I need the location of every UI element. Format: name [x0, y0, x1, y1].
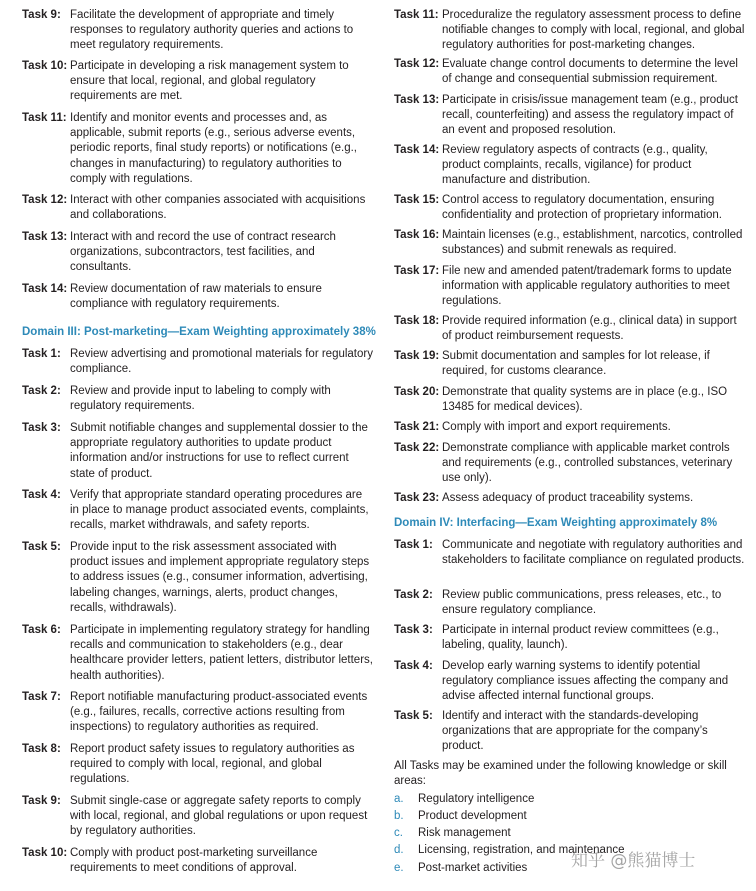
task-item [22, 230, 374, 276]
domain-heading: Domain III: Post-marketing—Exam Weighting approximately 38% [22, 326, 376, 338]
task-item [394, 659, 746, 705]
task-label: Task 8: [22, 743, 61, 755]
task-text: File new and amended patent/trademark forms to update information with applicable regulatory authorities to meet regulations. [442, 265, 732, 308]
task-item [394, 193, 746, 223]
task-text: Review public communications, press releases, etc., to ensure regulatory compliance. [442, 589, 722, 617]
task-item [394, 491, 746, 506]
task-label: Task 10: [22, 60, 68, 72]
task-label: Task 4: [22, 489, 61, 501]
area-text: Post-market activities [418, 862, 528, 874]
task-label: Task 19: [394, 350, 440, 362]
task-item [22, 384, 374, 414]
task-text: Review regulatory aspects of contracts (e.g., quality, product complaints, recalls, vigilance) for product manufacture and distribution. [442, 144, 708, 187]
area-text: Regulatory intelligence [418, 793, 535, 805]
task-label: Task 12: [394, 58, 440, 70]
task-label: Task 7: [22, 691, 61, 703]
area-letter: c. [394, 827, 403, 839]
task-text: Report notifiable manufacturing product-associated events (e.g., failures, recalls, corrective actions resulting from inspections) to regulatory authorities as required. [70, 691, 368, 734]
task-label: Task 9: [22, 795, 61, 807]
task-item [22, 742, 374, 788]
task-text: Review and provide input to labeling to comply with regulatory requirements. [70, 385, 331, 413]
task-item [22, 282, 374, 312]
task-item [394, 57, 746, 87]
area-text: Product development [418, 810, 527, 822]
task-text: Interact with other companies associated with acquisitions and collaborations. [70, 194, 366, 222]
task-text: Participate in internal product review committees (e.g., labeling, quality, launch). [442, 624, 719, 652]
task-label: Task 15: [394, 194, 440, 206]
task-item [22, 846, 374, 876]
task-item [394, 420, 746, 435]
domain-heading: Domain IV: Interfacing—Exam Weighting approximately 8% [394, 517, 718, 529]
task-label: Task 10: [22, 847, 68, 859]
area-letter: a. [394, 793, 404, 805]
task-label: Task 1: [22, 348, 61, 360]
task-item [394, 709, 746, 755]
task-label: Task 3: [22, 422, 61, 434]
task-text: Submit documentation and samples for lot release, if required, for customs clearance. [442, 350, 710, 378]
task-text: Submit notifiable changes and supplemental dossier to the appropriate regulatory authorities to update product information and/or instructions for use to reflect current state of product. [70, 422, 368, 480]
task-text: Participate in crisis/issue management team (e.g., product recall, counterfeiting) and assess the regulatory impact of an event and proposed resolution. [442, 94, 738, 137]
task-text: Submit single-case or aggregate safety reports to comply with local, regional, and global regulations or upon request by regulatory authorities. [70, 795, 368, 838]
task-item [22, 623, 374, 684]
task-item [394, 143, 746, 189]
task-label: Task 23: [394, 492, 440, 504]
task-text: Assess adequacy of product traceability systems. [442, 492, 694, 504]
task-text: Verify that appropriate standard operating procedures are in place to manage product associated events, complaints, recalls, market withdrawals, and safety reports. [70, 489, 369, 532]
task-text: Develop early warning systems to identify potential regulatory compliance issues affecting the company and advise affected internal functional groups. [442, 660, 729, 703]
task-text: Provide input to the risk assessment associated with product issues and implement appropriate regulatory steps to address issues (e.g., consumer information, advertising, labeling changes, warnings, alerts, product changes, recalls, withdrawals). [70, 541, 370, 614]
task-item [394, 441, 746, 487]
watermark: 知乎 @熊猫博士 [571, 851, 696, 871]
task-label: Task 18: [394, 315, 440, 327]
task-item [394, 264, 746, 310]
task-text: Identify and interact with the standards-developing organizations that are appropriate for the company’s product. [442, 710, 708, 753]
task-item [394, 538, 746, 568]
task-item [22, 540, 374, 616]
task-label: Task 5: [22, 541, 61, 553]
task-label: Task 3: [394, 624, 433, 636]
task-item [394, 623, 746, 653]
task-label: Task 11: [22, 112, 67, 124]
task-item [22, 59, 374, 105]
knowledge-area-item [394, 792, 746, 807]
knowledge-area-item [394, 826, 746, 841]
task-label: Task 14: [394, 144, 440, 156]
task-text: Report product safety issues to regulatory authorities as required to comply with local, regional, and global regulations. [70, 743, 355, 786]
task-label: Task 13: [22, 231, 68, 243]
task-label: Task 20: [394, 386, 440, 398]
task-text: Review advertising and promotional materials for regulatory compliance. [70, 348, 373, 376]
task-item [22, 690, 374, 736]
task-label: Task 22: [394, 442, 440, 454]
task-text: Provide required information (e.g., clinical data) in support of product reimbursement requests. [442, 315, 737, 343]
task-text: Demonstrate that quality systems are in place (e.g., ISO 13485 for medical devices). [442, 386, 728, 414]
task-label: Task 17: [394, 265, 440, 277]
knowledge-areas-intro: All Tasks may be examined under the following knowledge or skill areas: [394, 760, 727, 788]
task-text: Identify and monitor events and processes and, as applicable, submit reports (e.g., serious adverse events, periodic reports, final study reports) or notifications (e.g., changes in manufacturing) to regulatory authorities to comply with regulations. [70, 112, 357, 185]
task-text: Maintain licenses (e.g., establishment, narcotics, controlled substances) and submit renewals as required. [442, 229, 743, 257]
area-letter: e. [394, 862, 404, 874]
task-text: Comply with import and export requirements. [442, 421, 671, 433]
task-item [394, 8, 746, 54]
task-text: Comply with product post-marketing surveillance requirements to meet conditions of approval. [70, 847, 318, 875]
task-text: Participate in implementing regulatory strategy for handling recalls and communication to stakeholders (e.g., dear healthcare provider letters, patient letters, distributor letters, health authorities). [70, 624, 373, 682]
task-label: Task 5: [394, 710, 433, 722]
task-text: Proceduralize the regulatory assessment process to define notifiable changes to comply with local, regional, and global regulatory authorities for post-marketing changes. [442, 9, 745, 52]
task-text: Evaluate change control documents to determine the level of change and consequential submission requirement. [442, 58, 738, 86]
task-text: Facilitate the development of appropriate and timely responses to regulatory authority queries and actions to meet regulatory requirements. [70, 9, 354, 52]
task-item [394, 93, 746, 139]
task-label: Task 12: [22, 194, 68, 206]
task-item [394, 385, 746, 415]
task-label: Task 6: [22, 624, 61, 636]
knowledge-area-item [394, 809, 746, 824]
task-item [394, 349, 746, 379]
task-label: Task 13: [394, 94, 440, 106]
task-item [394, 588, 746, 618]
task-label: Task 4: [394, 660, 433, 672]
task-label: Task 21: [394, 421, 440, 433]
task-item [394, 314, 746, 344]
task-label: Task 2: [22, 385, 61, 397]
task-item [22, 111, 374, 187]
task-item [22, 794, 374, 840]
task-item [22, 193, 374, 223]
task-text: Demonstrate compliance with applicable market controls and requirements (e.g., controlled substances, veterinary use only). [442, 442, 733, 485]
area-text: Risk management [418, 827, 511, 839]
task-item [22, 8, 374, 54]
task-item [22, 488, 374, 534]
task-label: Task 16: [394, 229, 440, 241]
task-label: Task 9: [22, 9, 61, 21]
area-letter: d. [394, 844, 404, 856]
task-item [22, 421, 374, 482]
task-item [22, 347, 374, 377]
task-text: Review documentation of raw materials to ensure compliance with regulatory requirements. [70, 283, 322, 311]
task-label: Task 14: [22, 283, 68, 295]
area-letter: b. [394, 810, 404, 822]
task-label: Task 1: [394, 539, 433, 551]
area-text: Licensing, registration, and maintenance [418, 844, 625, 856]
task-text: Interact with and record the use of contract research organizations, subcontractors, test facilities, and consultants. [70, 231, 336, 274]
task-label: Task 2: [394, 589, 433, 601]
task-text: Communicate and negotiate with regulatory authorities and stakeholders to facilitate compliance on regulated products. [442, 539, 745, 567]
task-item [394, 228, 746, 258]
task-text: Control access to regulatory documentation, ensuring confidentiality and protection of proprietary information. [442, 194, 722, 222]
task-text: Participate in developing a risk management system to ensure that local, regional, and global regulatory requirements are met. [70, 60, 349, 103]
task-label: Task 11: [394, 9, 439, 21]
